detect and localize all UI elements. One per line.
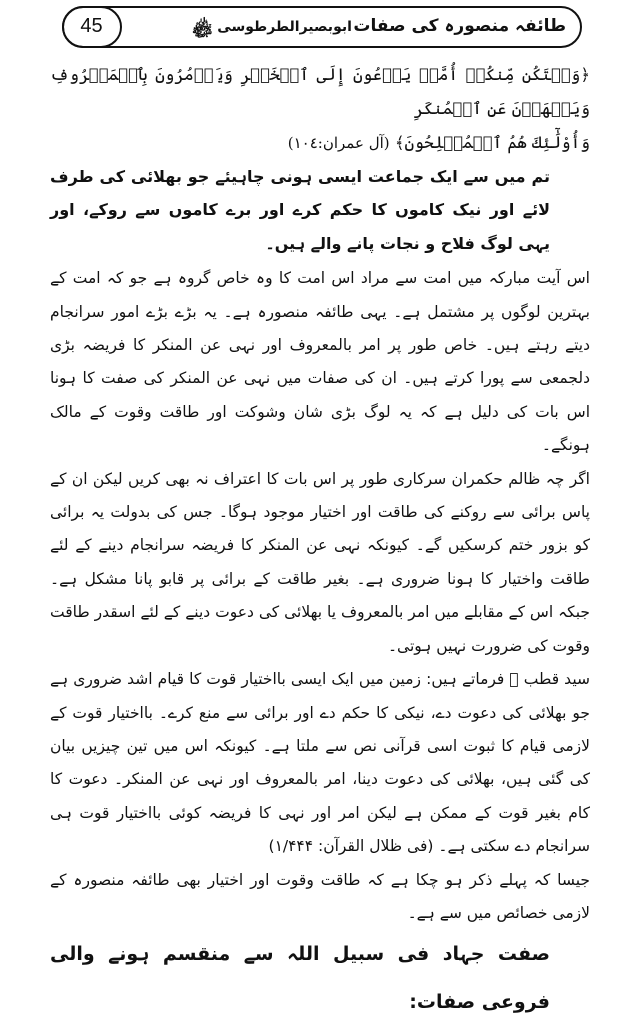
- paragraph-4: جیسا کہ پہلے ذکر ہو چکا ہے کہ طاقت وقوت اور اختیار بھی طائفہ منصورہ کے لازمی خصائص میں سے ہے۔: [50, 870, 590, 922]
- paragraph-3: سید قطب ﷫ فرماتے ہیں: زمین میں ایک ایسی بااختیار قوت کا قیام اشد ضروری ہے جو بھلائی کی دعوت دے، نیکی کا حکم دے اور برائی سے منع کرے۔ بااختیار قوت کے لازمی قیام کا ثبوت اسی قرآنی نص سے ملتا ہے۔ کیونکہ اس میں تین چیزیں بیان کی گئی ہیں، بھلائی کی دعوت دینا، امر بالمعروف اور نہی عن المنکر۔ دعوت کا کام بغیر قوت کے ممکن ہے لیکن امر اور نہی کا فریضہ کوئی بااختیار قوت ہی سرانجام دے سکتی ہے۔ (فی ظلال القرآن: ۱/۴۴۴): [50, 670, 590, 856]
- author-name: ابوبصیرالطرطوسی ﷾: [192, 19, 352, 35]
- verse-translation: تم میں سے ایک جماعت ایسی ہونی چاہیئے جو بھلائی کی طرف لائے اور نیک کاموں کا حکم کرے اور برے کاموں سے روکے، اور یہی لوگ فلاح و نجات پانے والے ہیں۔: [50, 167, 550, 253]
- page-content: [50, 58, 590, 1026]
- page-number: 45: [62, 6, 122, 48]
- paragraph-1: اس آیت مبارکہ میں امت سے مراد اس امت کا وہ خاص گروہ ہے جو کہ امت کے بہترین لوگوں پر مشتمل ہے۔ یہی طائفہ منصورہ ہے۔ یہ بڑے بڑے امور سرانجام دیتے رہتے ہیں۔ خاص طور پر امر بالمعروف اور نہی عن المنکر کا فریضہ بڑی دلجمعی سے پورا کرتے ہیں۔ ان کی صفات میں نہی عن المنکر کی صفت کا ہونا اس بات کی دلیل ہے کہ یہ لوگ بڑی شان وشوکت اور طاقت وقوت کے مالک ہونگے۔: [50, 269, 590, 455]
- verse-arabic-line-1: ﴿وَلۡتَكُن مِّنكُمۡ أُمَّةٞ يَدۡعُونَ إِلَى ٱلۡخَيۡرِ وَيَأۡمُرُونَ بِٱلۡمَعۡرُوفِ وَيَنۡهَوۡنَ عَنِ ٱلۡمُنكَرِ: [50, 65, 590, 118]
- page-header: [62, 6, 582, 48]
- paragraph-2: اگر چہ ظالم حکمران سرکاری طور پر اس بات کا اعتراف نہ بھی کریں لیکن ان کے پاس برائی سے روکنے کی طاقت اور اختیار موجود ہوگا۔ جس کی بدولت یہ برائی کو بزور ختم کرسکیں گے۔ کیونکہ نہی عن المنکر کا فریضہ سرانجام دینے کے لئے طاقت واختیار کا ہونا ضروری ہے۔ بغیر طاقت کے برائی پر قابو پانا مشکل ہے۔ جبکہ اس کے مقابلے میں امر بالمعروف یا بھلائی کی دعوت دینے کے لئے اسقدر طاقت وقوت کی ضرورت نہیں ہوتی۔: [50, 469, 590, 655]
- verse-arabic-line-2: [50, 126, 590, 160]
- verse-arabic-end: وَأُوْلَٰٓئِكَ هُمُ ٱلۡمُفۡلِحُونَ﴾: [394, 133, 590, 152]
- verse-reference: (آل عمران:١٠٤): [287, 134, 390, 152]
- chapter-title: طائفہ منصورہ کی صفات: [353, 16, 566, 36]
- section-heading: صفت جہاد فی سبیل اللہ سے منقسم ہونے والی فروعی صفات:: [50, 943, 550, 1014]
